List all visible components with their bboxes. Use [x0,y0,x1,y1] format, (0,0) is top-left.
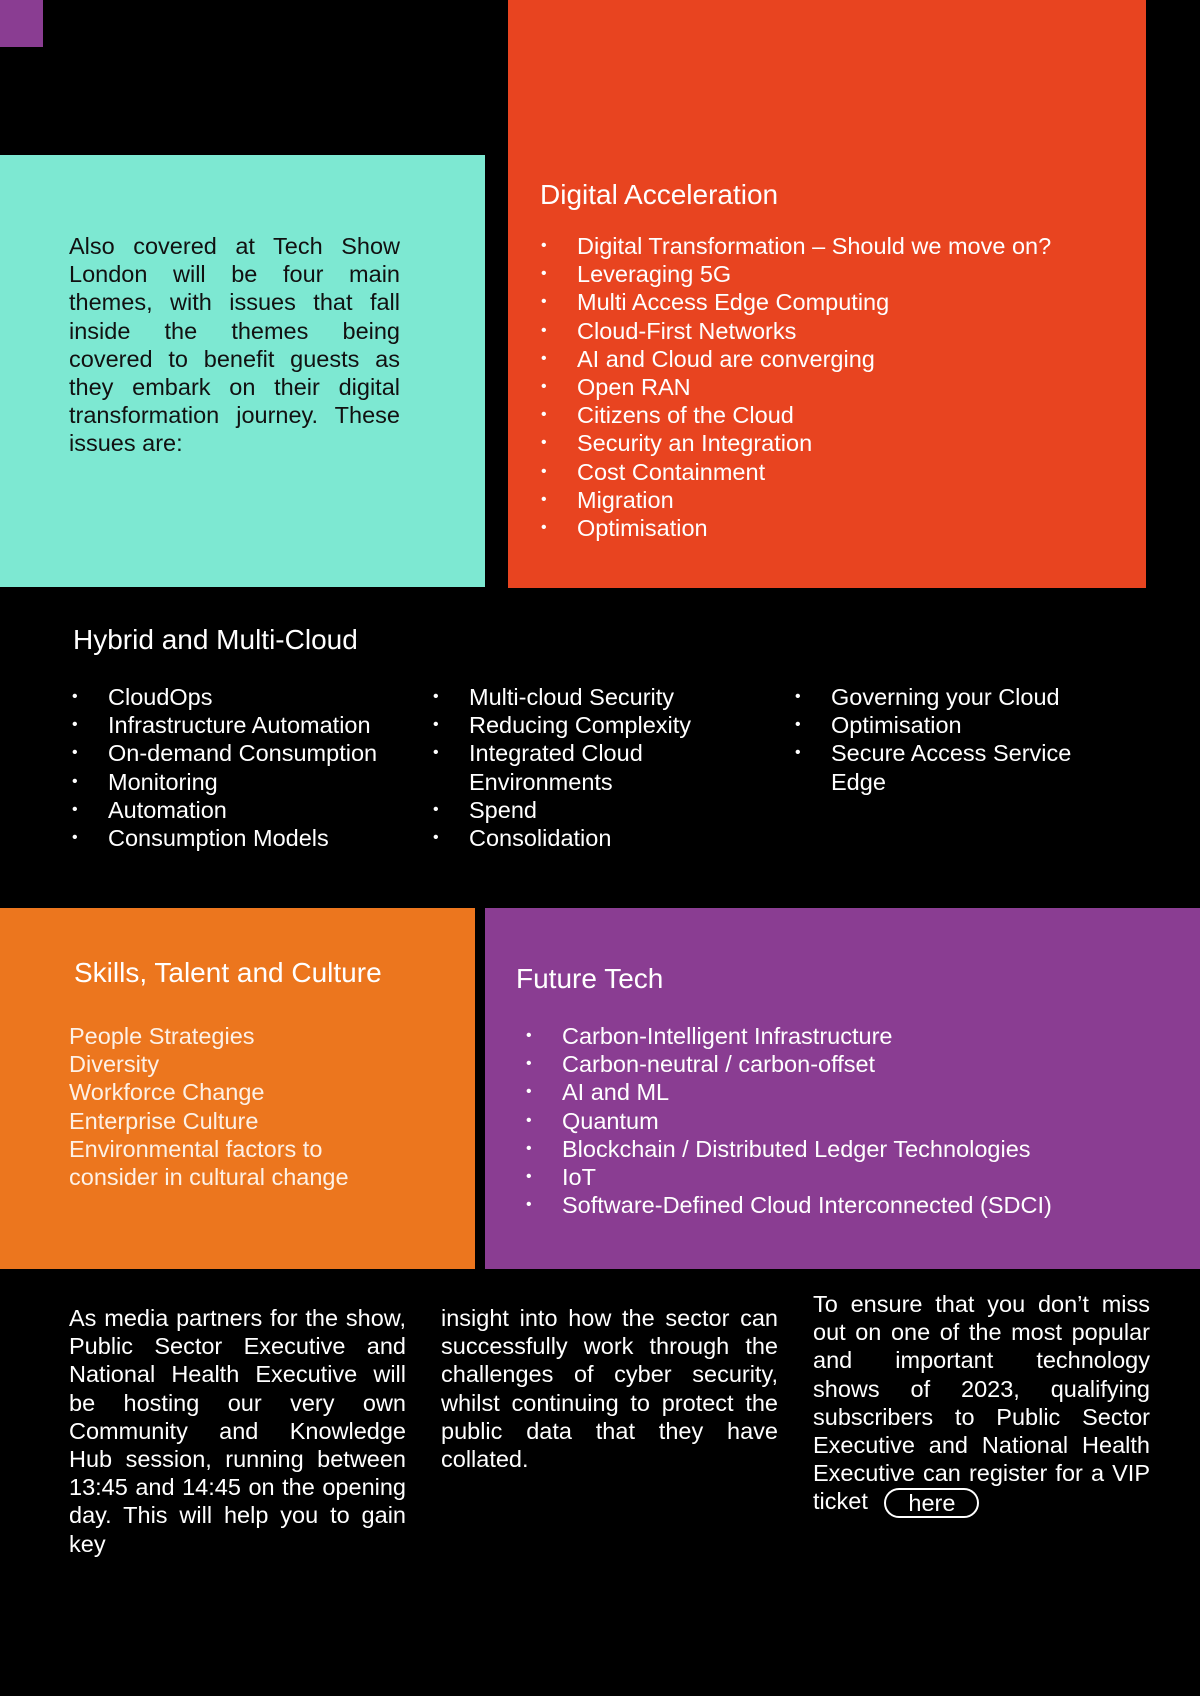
here-link-button[interactable]: here [884,1488,979,1518]
intro-text: Also covered at Tech Show London will be four main themes, with issues that fall inside the themes being covered to benefit guests as they embark on their digital transformation journey. These issues are: [69,233,400,457]
list-item: • Infrastructure Automation [72,711,417,739]
list-item: • Integrated Cloud Environments [433,739,669,795]
list-item: • Carbon-neutral / carbon-offset [526,1050,1166,1078]
list-item: Enterprise Culture [69,1107,259,1134]
hybrid-list-col1 [72,683,417,852]
footer-paragraph-1: As media partners for the show, Public Sector Executive and National Health Executive will be hosting our very own Community and Knowledge Hub session, running between 13:45 and 14:45 on the opening day. This will help you to gain key [69,1305,406,1557]
list-item: Diversity [69,1051,160,1078]
list-item: • Carbon-Intelligent Infrastructure [526,1022,1166,1050]
list-item: • On-demand Consumption [72,739,417,767]
future-tech-list [526,1022,1166,1219]
purple-accent-block [0,0,43,47]
list-item: • Citizens of the Cloud [541,401,1131,429]
hybrid-list-col3 [795,683,1095,796]
list-item: • Spend [433,796,753,824]
footer-paragraph-3-text: To ensure that you don’t miss out on one of the most popular and important technology shows of 2023, qualifying subscribers to Public Sector Executive and National Health Executive can register for a VIP ticket [813,1291,1150,1515]
list-item: • Blockchain / Distributed Ledger Technologies [526,1135,1166,1163]
list-item: • AI and ML [526,1078,1166,1106]
list-item: • Consolidation [433,824,753,852]
footer-paragraph-2: insight into how the sector can successfully work through the challenges of cyber security, whilst continuing to protect the public data that they have collated. [441,1305,778,1473]
list-item: • Monitoring [72,768,417,796]
list-item: • IoT [526,1163,1166,1191]
list-item: • Governing your Cloud [795,683,1095,711]
digital-acceleration-list [541,232,1131,542]
list-item: • Reducing Complexity [433,711,753,739]
list-item: • Optimisation [795,711,1095,739]
list-item: • Open RAN [541,373,1131,401]
list-item: • Automation [72,796,417,824]
list-item: Environmental factors to [69,1135,323,1162]
list-item: • Leveraging 5G [541,260,1131,288]
future-tech-title: Future Tech [516,963,664,994]
list-item: • Quantum [526,1107,1166,1135]
digital-acceleration-title: Digital Acceleration [540,179,779,210]
list-item: • Migration [541,486,1131,514]
list-item: • Software-Defined Cloud Interconnected (SDCI) [526,1191,1166,1219]
list-item: consider in cultural change [69,1164,349,1191]
hybrid-list-col2 [433,683,753,852]
list-item: • Digital Transformation – Should we move on? [541,232,1131,260]
list-item: • Consumption Models [72,824,417,852]
list-item: • CloudOps [72,683,417,711]
list-item: • Cloud-First Networks [541,317,1131,345]
footer-paragraph-3 [813,1290,1150,1518]
list-item: Workforce Change [69,1079,265,1106]
list-item: • Optimisation [541,514,1131,542]
list-item: • Multi Access Edge Computing [541,288,1131,316]
list-item: • Security an Integration [541,429,1131,457]
skills-list [69,1022,349,1191]
list-item: People Strategies [69,1023,255,1049]
list-item: • Multi-cloud Security [433,683,753,711]
list-item: • AI and Cloud are converging [541,345,1131,373]
list-item: • Secure Access Service Edge [795,739,1086,795]
list-item: • Cost Containment [541,458,1131,486]
hybrid-title: Hybrid and Multi-Cloud [73,624,358,655]
skills-title: Skills, Talent and Culture [74,957,382,988]
